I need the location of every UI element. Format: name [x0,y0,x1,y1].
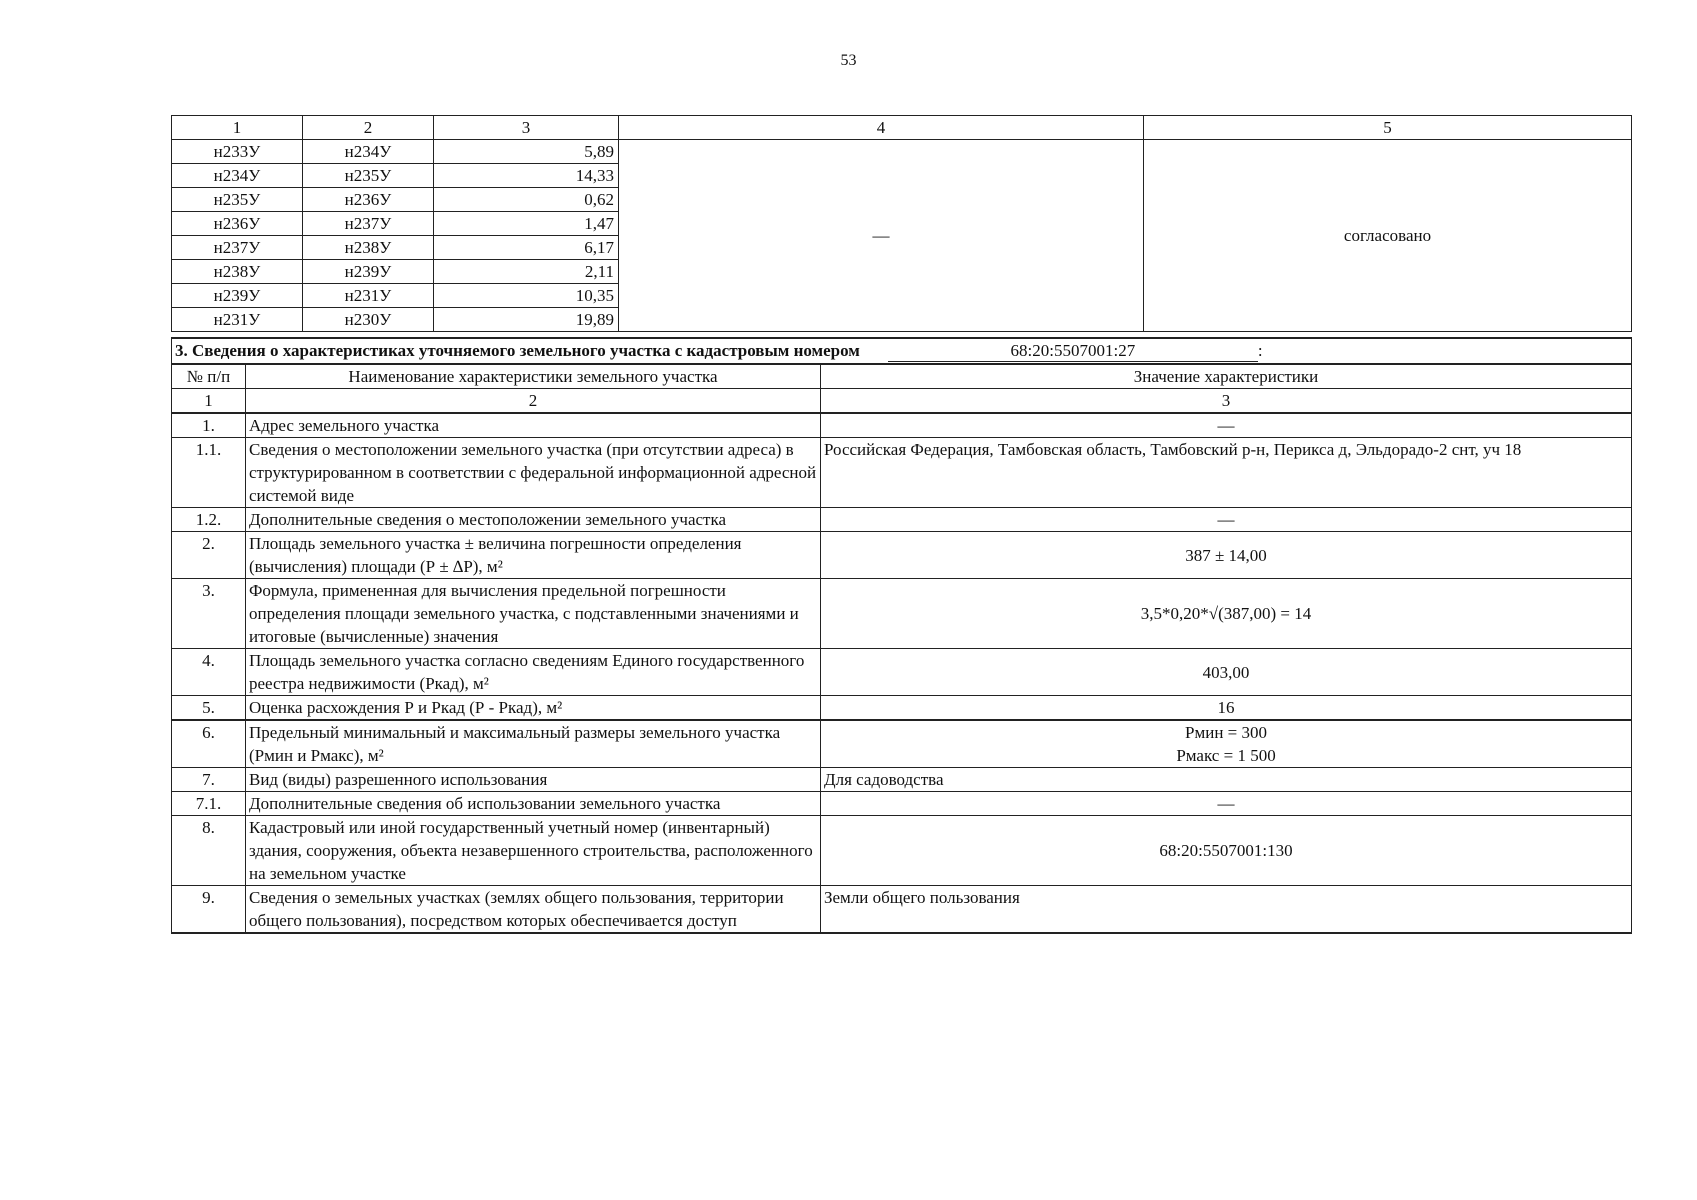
row-number: 9. [172,886,246,934]
point-to: н235У [303,164,434,188]
segment-length: 6,17 [434,236,619,260]
characteristic-value: 16 [821,696,1632,721]
column-header: 1 [172,116,303,140]
table-row [172,768,1632,792]
point-to: н230У [303,308,434,332]
point-from: н237У [172,236,303,260]
table-row [172,579,1632,649]
row-number: 3. [172,579,246,649]
characteristics-table [171,337,1632,934]
characteristic-name: Дополнительные сведения об использовании земельного участка [246,792,821,816]
column-header-num: № п/п [172,364,246,389]
characteristic-value: 403,00 [821,649,1632,696]
row-number: 1. [172,413,246,438]
segment-length: 19,89 [434,308,619,332]
segment-length: 5,89 [434,140,619,164]
table-row [172,438,1632,508]
approval-status: согласовано [1144,140,1632,332]
point-to: н234У [303,140,434,164]
characteristic-value: Земли общего пользования [821,886,1632,934]
characteristic-name: Сведения о местоположении земельного участка (при отсутствии адреса) в структурированном в соответствии с федеральной информационной адресной системой виде [246,438,821,508]
row-number: 5. [172,696,246,721]
table-row [172,649,1632,696]
column-number: 3 [821,389,1632,414]
column-header: 5 [1144,116,1632,140]
row-number: 2. [172,532,246,579]
characteristic-name: Кадастровый или иной государственный учетный номер (инвентарный) здания, сооружения, объекта незавершенного строительства, расположенного на земельном участке [246,816,821,886]
point-to: н231У [303,284,434,308]
column-header: 4 [619,116,1144,140]
segment-length: 0,62 [434,188,619,212]
column-header-value: Значение характеристики [821,364,1632,389]
row-number: 7.1. [172,792,246,816]
characteristic-value: — [821,792,1632,816]
characteristic-name: Сведения о земельных участках (землях общего пользования, территории общего пользования), посредством которых обеспечивается доступ [246,886,821,934]
point-from: н236У [172,212,303,236]
row-number: 6. [172,720,246,768]
table-row [172,532,1632,579]
characteristic-name: Вид (виды) разрешенного использования [246,768,821,792]
row-number: 8. [172,816,246,886]
section-title-row [172,338,1632,364]
table-row [172,140,1632,164]
min-size-value: Рмин = 300 [1185,723,1268,742]
page-number: 53 [840,52,857,69]
characteristic-name: Формула, примененная для вычисления предельной погрешности определения площади земельного участка, с подставленными значениями и итоговые (вычисленные) значения [246,579,821,649]
column-number: 1 [172,389,246,414]
point-to: н239У [303,260,434,284]
row-number: 4. [172,649,246,696]
characteristic-value: Российская Федерация, Тамбовская область, Тамбовский р-н, Перикса д, Эльдорадо-2 снт, уч 18 [821,438,1632,508]
column-header-name: Наименование характеристики земельного участка [246,364,821,389]
characteristic-value: Для садоводства [821,768,1632,792]
column-number: 2 [246,389,821,414]
point-from: н231У [172,308,303,332]
table-row [172,696,1632,721]
characteristic-value: 68:20:5507001:130 [821,816,1632,886]
table-row [172,886,1632,934]
table-row [172,816,1632,886]
characteristic-name: Дополнительные сведения о местоположении земельного участка [246,508,821,532]
table-header-row [172,116,1632,140]
row-number: 1.1. [172,438,246,508]
table-row [172,508,1632,532]
characteristic-value: 3,5*0,20*√(387,00) = 14 [821,579,1632,649]
characteristic-name: Площадь земельного участка согласно сведениям Единого государственного реестра недвижимости (Ркад), м² [246,649,821,696]
characteristic-value [821,720,1632,768]
point-from: н233У [172,140,303,164]
column-header: 3 [434,116,619,140]
characteristic-name: Площадь земельного участка ± величина погрешности определения (вычисления) площади (Р ± ∆Р), м² [246,532,821,579]
segment-length: 14,33 [434,164,619,188]
numbering-row [172,389,1632,414]
table-header-row [172,364,1632,389]
row-number: 7. [172,768,246,792]
segment-length: 1,47 [434,212,619,236]
row-number: 1.2. [172,508,246,532]
table-row [172,792,1632,816]
point-from: н238У [172,260,303,284]
table-row [172,413,1632,438]
boundary-table [171,115,1632,332]
characteristic-value: — [821,413,1632,438]
characteristic-value: — [821,508,1632,532]
point-from: н239У [172,284,303,308]
characteristic-name: Оценка расхождения Р и Ркад (Р - Ркад), м² [246,696,821,721]
segment-length: 10,35 [434,284,619,308]
characteristic-name: Адрес земельного участка [246,413,821,438]
characteristic-value: 387 ± 14,00 [821,532,1632,579]
point-from: н234У [172,164,303,188]
point-from: н235У [172,188,303,212]
characteristic-name: Предельный минимальный и максимальный размеры земельного участка (Рмин и Рмакс), м² [246,720,821,768]
column4-value: — [619,140,1144,332]
point-to: н236У [303,188,434,212]
title-colon: : [1257,341,1263,360]
point-to: н237У [303,212,434,236]
cadastral-number: 68:20:5507001:27 [888,341,1258,362]
point-to: н238У [303,236,434,260]
segment-length: 2,11 [434,260,619,284]
table-row [172,720,1632,768]
max-size-value: Рмакс = 1 500 [1176,746,1276,765]
section-title: 3. Сведения о характеристиках уточняемого земельного участка с кадастровым номером [175,341,860,360]
column-header: 2 [303,116,434,140]
